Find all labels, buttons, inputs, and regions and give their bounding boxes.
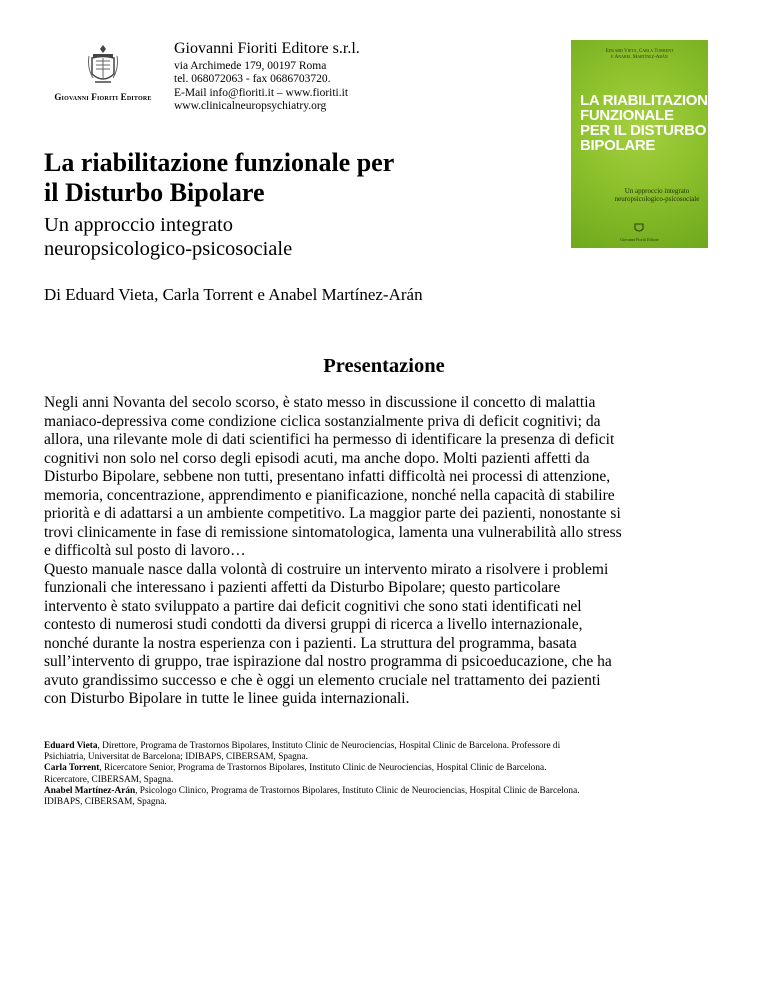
cover-subtitle [611,187,703,203]
page-title-line-2: il Disturbo Bipolare [44,178,265,207]
cover-subtitle-line-1: Un approccio integrato [624,187,690,195]
bio-name: Anabel Martínez-Arán [44,785,136,796]
cover-authors [571,49,708,61]
body-line: contesto di numerosi studi condotti da diversi gruppi di ricerca a livello internazionale, [44,616,583,633]
body-line: sull’intervento di gruppo, trae ispirazione dal nostro programma di psicoeducazione, che ha [44,653,612,670]
publisher-phone: tel. 068072063 - fax 0686703720. [174,73,331,85]
bio-text: , Direttore, Programa de Trastornos Bipolares, Instituto Clinic de Neurociencias, Hospital Clinic de Barcelona. Professore di [97,741,561,751]
bio-line: Psichiatria, Universitat de Barcelona; IDIBAPS, CIBERSAM, Spagna. [44,752,308,763]
body-line: memoria, concentrazione, apprendimento e pianificazione, nonché nella capacità di stabilire [44,486,615,504]
body-line: trovi clinicamente in fase di remissione sintomatologica, lamenta una vulnerabilità allo stress [44,523,622,541]
bio-line [44,741,724,752]
publisher-logo-text: Giovanni Fioriti Editore [54,92,152,102]
publisher-website: www.clinicalneuropsychiatry.org [174,100,327,112]
bio-name: Carla Torrent [44,763,100,774]
publisher-crest-icon [87,44,119,88]
bio-text: , Ricercatore Senior, Programa de Trastornos Bipolares, Instituto Clinic de Neurociencias, Hospital Clinic de Barcelona. [99,763,547,774]
presentation-text [44,394,734,709]
book-cover-image [571,40,718,248]
bio-line: Ricercatore, CIBERSAM, Spagna. [44,774,174,785]
author-bios [44,741,724,808]
cover-subtitle-line-2: neuropsicologico-psicosociale [614,195,700,203]
page-subtitle [44,213,292,261]
bio-text: , Psicologo Clinico, Programa de Trastornos Bipolares, Instituto Clinic de Neurociencias, Hospital Clinic de Barcelona. [135,785,580,796]
page-title-line-1: La riabilitazione funzionale per [44,148,395,177]
publisher-info [174,42,360,114]
bio-line: IDIBAPS, CIBERSAM, Spagna. [44,797,167,808]
cover-title [580,92,718,154]
body-line: Negli anni Novanta del secolo scorso, è stato messo in discussione il concetto di malattia [44,394,596,411]
body-line: nonché durante la nostra esperienza con i pazienti. La struttura del programma, basata [44,634,577,652]
cover-emblem-icon [633,222,645,234]
publisher-email-web: E-Mail info@fioriti.it – www.fioriti.it [174,86,349,99]
cover-title-line-3: PER IL DISTURBO [580,122,707,139]
body-line: funzionali che interessano i pazienti affetti da Disturbo Bipolare; questo particolare [44,579,561,596]
body-line: allora, una rilevante mole di dati scientifici ha permesso di identificare la presenza di deficit [44,431,615,448]
body-line: avuto grandissimo successo e che è oggi un elemento cruciale nel trattamento dei pazienti [44,671,601,689]
page-title [44,148,394,208]
cover-title-line-2: FUNZIONALE [580,107,674,124]
section-heading: Presentazione [323,355,445,377]
publisher-name: Giovanni Fioriti Editore s.r.l. [174,40,360,57]
publisher-logo [44,44,162,106]
cover-title-line-1: LA RIABILITAZIONE [580,92,718,109]
body-line: intervento è stato sviluppato a partire dai deficit cognitivi che sono stati identificati nel [44,597,582,615]
page-subtitle-line-1: Un approccio integrato [44,214,233,236]
body-line: Questo manuale nasce dalla volontà di costruire un intervento mirato a risolvere i problemi [44,560,609,578]
publisher-address: via Archimede 179, 00197 Roma [174,59,327,72]
bio-name: Eduard Vieta [44,741,98,751]
bio-line [44,763,724,774]
cover-authors-line-1: Eduard Vieta, Carla Torrent [605,49,674,54]
body-line: priorità e di adattarsi a un ambiente competitivo. La maggior parte dei pazienti, nonostante si [44,505,621,522]
cover-authors-line-2: e Anabel Martínez-Arán [611,55,668,60]
cover-publisher: Giovanni Fioriti Editore [620,237,659,242]
body-line: Disturbo Bipolare, sebbene non tutti, presentano infatti difficoltà nei processi di attenzione, [44,468,611,485]
body-line: cognitivi non solo nel corso degli episodi acuti, ma anche dopo. Molti pazienti affetti da [44,449,590,467]
page-subtitle-line-2: neuropsicologico-psicosociale [44,238,293,260]
body-line: maniaco-depressiva come condizione ciclica sostanzialmente priva di deficit cognitivi; da [44,412,601,430]
body-line: con Disturbo Bipolare in tutte le linee guida internazionali. [44,690,410,707]
cover-title-line-4: BIPOLARE [580,137,656,154]
bio-line [44,786,724,797]
body-line: e difficoltà sul posto di lavoro… [44,542,246,559]
authors-line: Di Eduard Vieta, Carla Torrent e Anabel Martínez-Arán [44,285,423,304]
